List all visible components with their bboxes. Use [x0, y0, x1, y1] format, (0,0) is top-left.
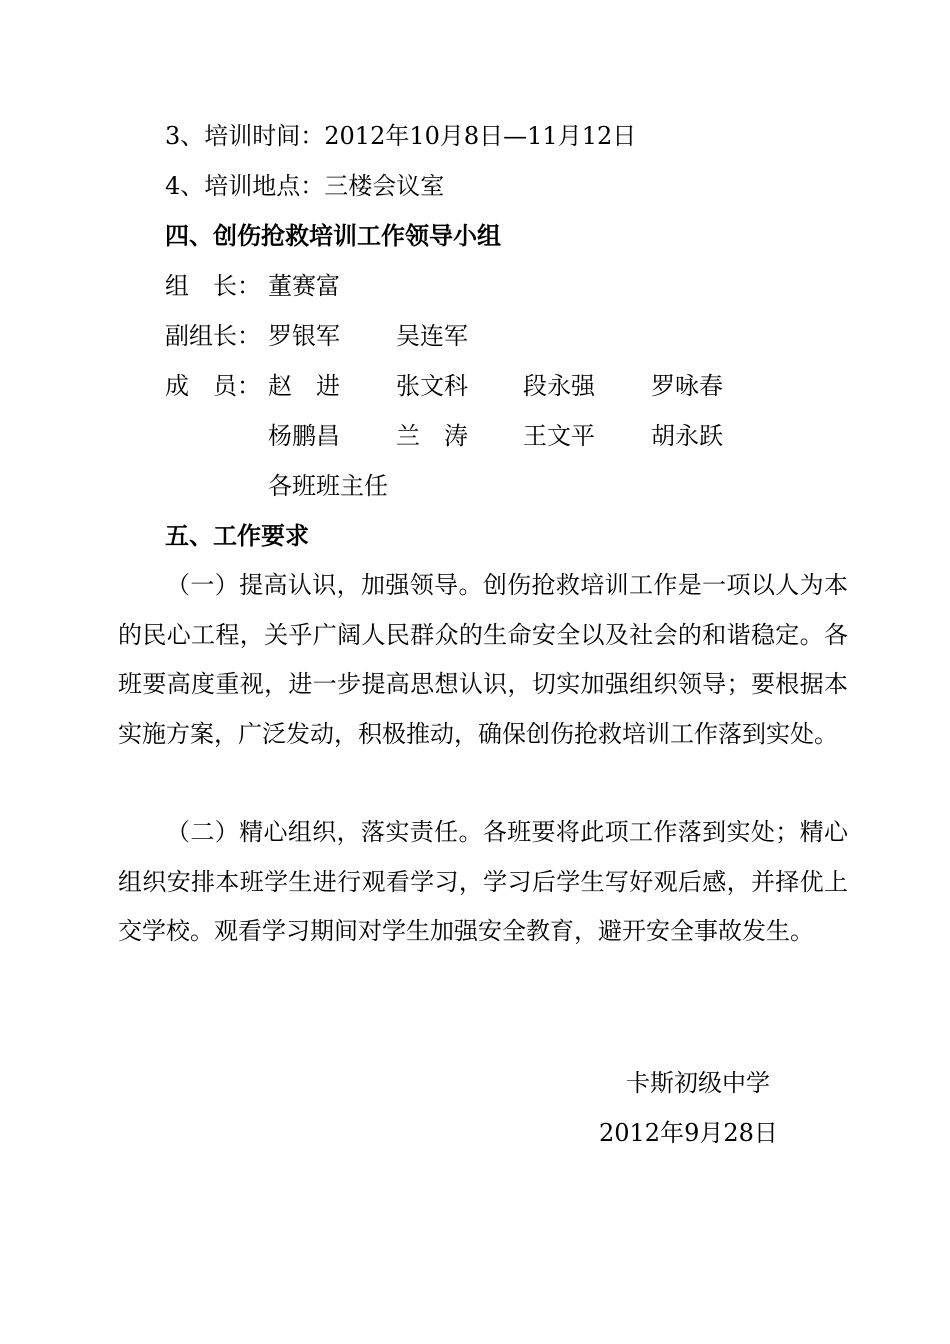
deputy-name: 吴连军 — [396, 322, 468, 350]
member-name: 胡永跃 — [651, 422, 723, 450]
member-name: 张文科 — [396, 372, 468, 400]
leader-name: 董赛富 — [268, 272, 340, 300]
signature-date: 2012年9月28日 — [599, 1119, 778, 1147]
signature-org: 卡斯初级中学 — [626, 1069, 770, 1097]
member-name: 王文平 — [523, 422, 595, 450]
requirement-paragraph-2: （二）精心组织，落实责任。各班要将此项工作落到实处；精心组织安排本班学生进行观看学习，学习后学生写好观后感，并择优上交学校。观看学习期间对学生加强安全教育，避开安全事故发生。 — [118, 818, 848, 945]
leader-label: 组 长： — [165, 272, 261, 300]
member-name: 罗咏春 — [651, 372, 723, 400]
member-name: 杨鹏昌 — [268, 422, 340, 450]
member-name: 赵 进 — [268, 372, 340, 400]
training-time: 3、培训时间：2012年10月8日—11月12日 — [165, 122, 637, 150]
deputy-label: 副组长： — [165, 322, 261, 350]
members-label: 成 员： — [165, 372, 261, 400]
member-name: 各班班主任 — [268, 472, 388, 500]
deputy-name: 罗银军 — [268, 322, 340, 350]
requirement-paragraph-1: （一）提高认识，加强领导。创伤抢救培训工作是一项以人为本的民心工程，关乎广阔人民群众的生命安全以及社会的和谐稳定。各班要高度重视，进一步提高思想认识，切实加强组织领导；要根据本实施方案，广泛发动，积极推动，确保创伤抢救培训工作落到实处。 — [118, 571, 848, 748]
member-name: 段永强 — [523, 372, 595, 400]
training-place: 4、培训地点：三楼会议室 — [165, 172, 445, 200]
section-4-heading: 四、创伤抢救培训工作领导小组 — [165, 222, 501, 250]
section-5-heading: 五、工作要求 — [165, 522, 309, 550]
member-name: 兰 涛 — [396, 422, 468, 450]
